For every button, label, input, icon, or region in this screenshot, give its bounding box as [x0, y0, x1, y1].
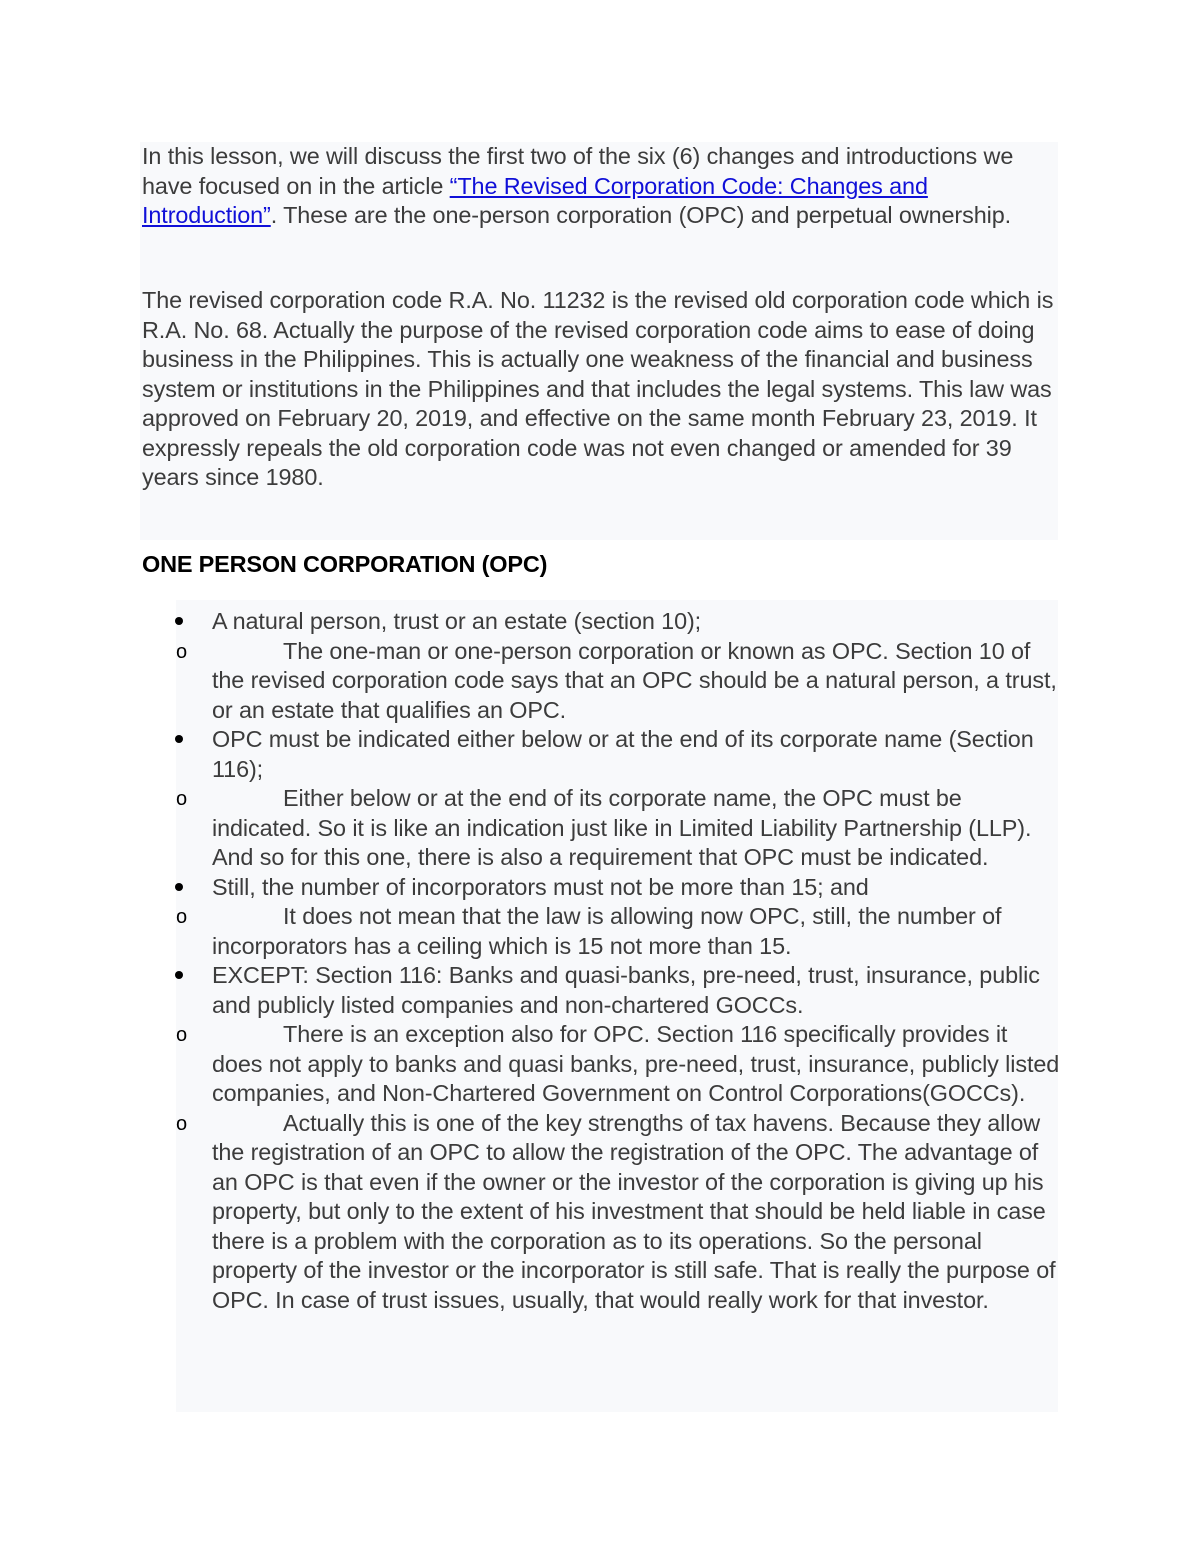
intro-text-after-link: . These are the one-person corporation (OPC) and perpetual ownership.	[270, 202, 1012, 228]
circle-bullet-icon: o	[176, 788, 188, 810]
bullet-list-item	[0, 725, 1062, 784]
list-item-text: EXCEPT: Section 116: Banks and quasi-banks, pre-need, trust, insurance, public and publicly listed companies and non-chartered GOCCs.	[212, 962, 1040, 1018]
bullet-list-item	[0, 961, 1062, 1020]
circle-bullet-icon: o	[176, 1024, 188, 1046]
opc-list	[0, 607, 1200, 1315]
intro-paragraph	[142, 142, 1062, 231]
list-item-text: There is an exception also for OPC. Section 116 specifically provides it does not apply to banks and quasi banks, pre-need, trust, insurance, publicly listed companies, and Non-Chartered Government on Control Corporations(GOCCs).	[212, 1021, 1060, 1106]
bullet-dot-icon	[175, 971, 183, 979]
list-item-text: Either below or at the end of its corporate name, the OPC must be indicated. So it is like an indication just like in Limited Liability Partnership (LLP). And so for this one, there is also a requirement that OPC must be indicated.	[212, 785, 1032, 870]
bullet-list-item	[0, 873, 1062, 903]
bullet-dot-icon	[175, 883, 183, 891]
bullet-dot-icon	[175, 735, 183, 743]
circle-bullet-icon: o	[176, 906, 188, 928]
bullet-dot-icon	[175, 617, 183, 625]
sub-list-item	[0, 637, 1062, 726]
article-link[interactable]: “The Revised Corporation Code: Changes and Introduction”	[142, 172, 928, 228]
sub-list-item	[0, 1020, 1062, 1109]
bullet-list-item	[0, 607, 1062, 637]
revised-code-paragraph: The revised corporation code R.A. No. 11232 is the revised old corporation code which is R.A. No. 68. Actually the purpose of the revised corporation code aims to ease of doing business in the Philippines. This is actually one weakness of the financial and business system or institutions in the Philippines and that includes the legal systems. This law was approved on February 20, 2019, and effective on the same month February 23, 2019. It expressly repeals the old corporation code was not even changed or amended for 39 years since 1980.	[142, 287, 1054, 490]
sub-list-item	[0, 784, 1062, 873]
list-item-text: Still, the number of incorporators must not be more than 15; and	[212, 873, 869, 900]
section-heading: ONE PERSON CORPORATION (OPC)	[142, 551, 548, 577]
list-item-text: The one-man or one-person corporation or known as OPC. Section 10 of the revised corporation code says that an OPC should be a natural person, a trust, or an estate that qualifies an OPC.	[212, 637, 1057, 723]
list-item-text: OPC must be indicated either below or at the end of its corporate name (Section 116);	[212, 726, 1034, 782]
circle-bullet-icon: o	[176, 1112, 188, 1135]
list-item-text: It does not mean that the law is allowing now OPC, still, the number of incorporators has a ceiling which is 15 not more than 15.	[212, 903, 1002, 959]
circle-bullet-icon: o	[176, 640, 188, 663]
list-item-text: A natural person, trust or an estate (section 10);	[212, 608, 702, 634]
intro-text-before-link: In this lesson, we will discuss the first two of the six (6) changes and introductions we have focused on in the article	[142, 143, 1014, 199]
sub-list-item	[0, 902, 1062, 961]
sub-list-item	[0, 1109, 1062, 1316]
list-item-text: Actually this is one of the key strengths of tax havens. Because they allow the registration of an OPC to allow the registration of the OPC. The advantage of an OPC is that even if the owner or the investor of the corporation is giving up his property, but only to the extent of his investment that should be held liable in case there is a problem with the corporation as to its operations. So the personal property of the investor or the incorporator is still safe. That is really the purpose of OPC. In case of trust issues, usually, that would really work for that investor.	[212, 1109, 1056, 1313]
